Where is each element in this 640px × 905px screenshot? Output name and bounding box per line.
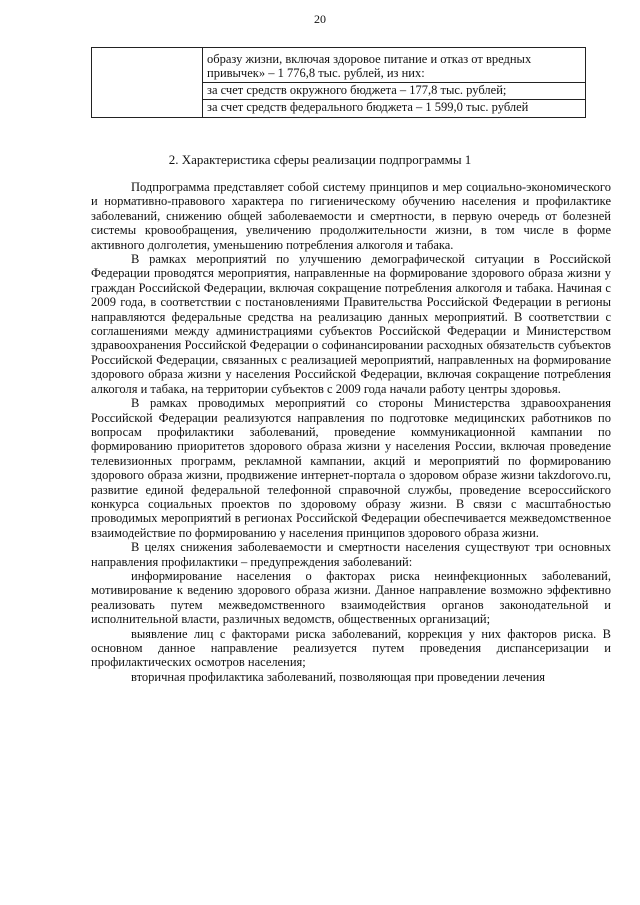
paragraph: информирование населения о факторах риска неинфекционных заболеваний, мотивирование к ведению здорового образа жизни. Данное направление возможно эффективно реализовать путем межведомственного взаимодействия органов законодательной и исполнительной власти, различных ведомств, общественных организаций; [91, 568, 611, 627]
table-cell-funding [203, 48, 586, 118]
paragraph: В рамках проводимых мероприятий со стороны Министерства здравоохранения Российской Федерации реализуются направления по подготовке медицинских работников по вопросам профилактики заболеваний, проведение коммуникационной кампании по формированию приоритетов здорового образа жизни у населения России, включая проведение телевизионных программ, рекламной кампании, акций и мероприятий по формированию здорового образа жизни, продвижение интернет-портала о здоровом образе жизни takzdorovo.ru, развитие единой федеральной телефонной справочной службы, проведение всероссийского конкурса социальных проектов по здоровому образу жизни. В связи с масштабностью проводимых мероприятий в регионах Российской Федерации обеспечивается межведомственное взаимодействие по формированию у населения принципов здорового образа жизни. [91, 396, 611, 540]
paragraph: В рамках мероприятий по улучшению демографической ситуации в Российской Федерации проводятся мероприятия, направленные на формирование здорового образа жизни у граждан Российской Федерации, включая сокращение потребления алкоголя и табака. Начиная с 2009 года, в соответствии с постановлениями Правительства Российской Федерации в регионы направляются федеральные средства на реализацию данных мероприятий. В соответствии с соглашениями между администрациями субъектов Российской Федерации и Министерством здравоохранения Российской Федерации о софинансировании расходных обязательств субъектов Российской Федерации, связанных с реализацией мероприятий, направленных на формирование здорового образа жизни у населения Российской Федерации, включая сокращение потребления алкоголя и табака, на территории субъектов с 2009 года начали работу центры здоровья. [91, 252, 611, 396]
paragraph: Подпрограмма представляет собой систему принципов и мер социально-экономического и нормативно-правового характера по гигиеническому обучению населения и профилактике заболеваний, снижению общей заболеваемости и смертности, в первую очередь от болезней системы кровообращения, увеличению продолжительности жизни, в том числе в форме активного долголетия, уменьшению потребления алкоголя и табака. [91, 180, 611, 252]
paragraph: выявление лиц с факторами риска заболеваний, коррекция у них факторов риска. В основном данное направление реализуется путем проведения диспансеризации и профилактических осмотров населения; [91, 626, 611, 670]
funding-total-text: образу жизни, включая здоровое питание и отказ от вредных привычек» – 1 776,8 тыс. рублей, из них: [207, 52, 532, 80]
body-text [91, 180, 611, 684]
funding-table [91, 47, 586, 118]
funding-federal-text: за счет средств федерального бюджета – 1 599,0 тыс. рублей [203, 99, 585, 114]
paragraph: вторичная профилактика заболеваний, позволяющая при проведении лечения [131, 669, 546, 684]
table-cell-empty [92, 48, 203, 118]
section-heading: 2. Характеристика сферы реализации подпрограммы 1 [168, 152, 472, 167]
page-number: 20 [314, 12, 326, 26]
funding-regional-text: за счет средств окружного бюджета – 177,8 тыс. рублей; [203, 82, 585, 97]
paragraph: В целях снижения заболеваемости и смертности населения существуют три основных направления профилактики – предупреждения заболеваний: [91, 540, 611, 569]
table-row [92, 48, 586, 118]
